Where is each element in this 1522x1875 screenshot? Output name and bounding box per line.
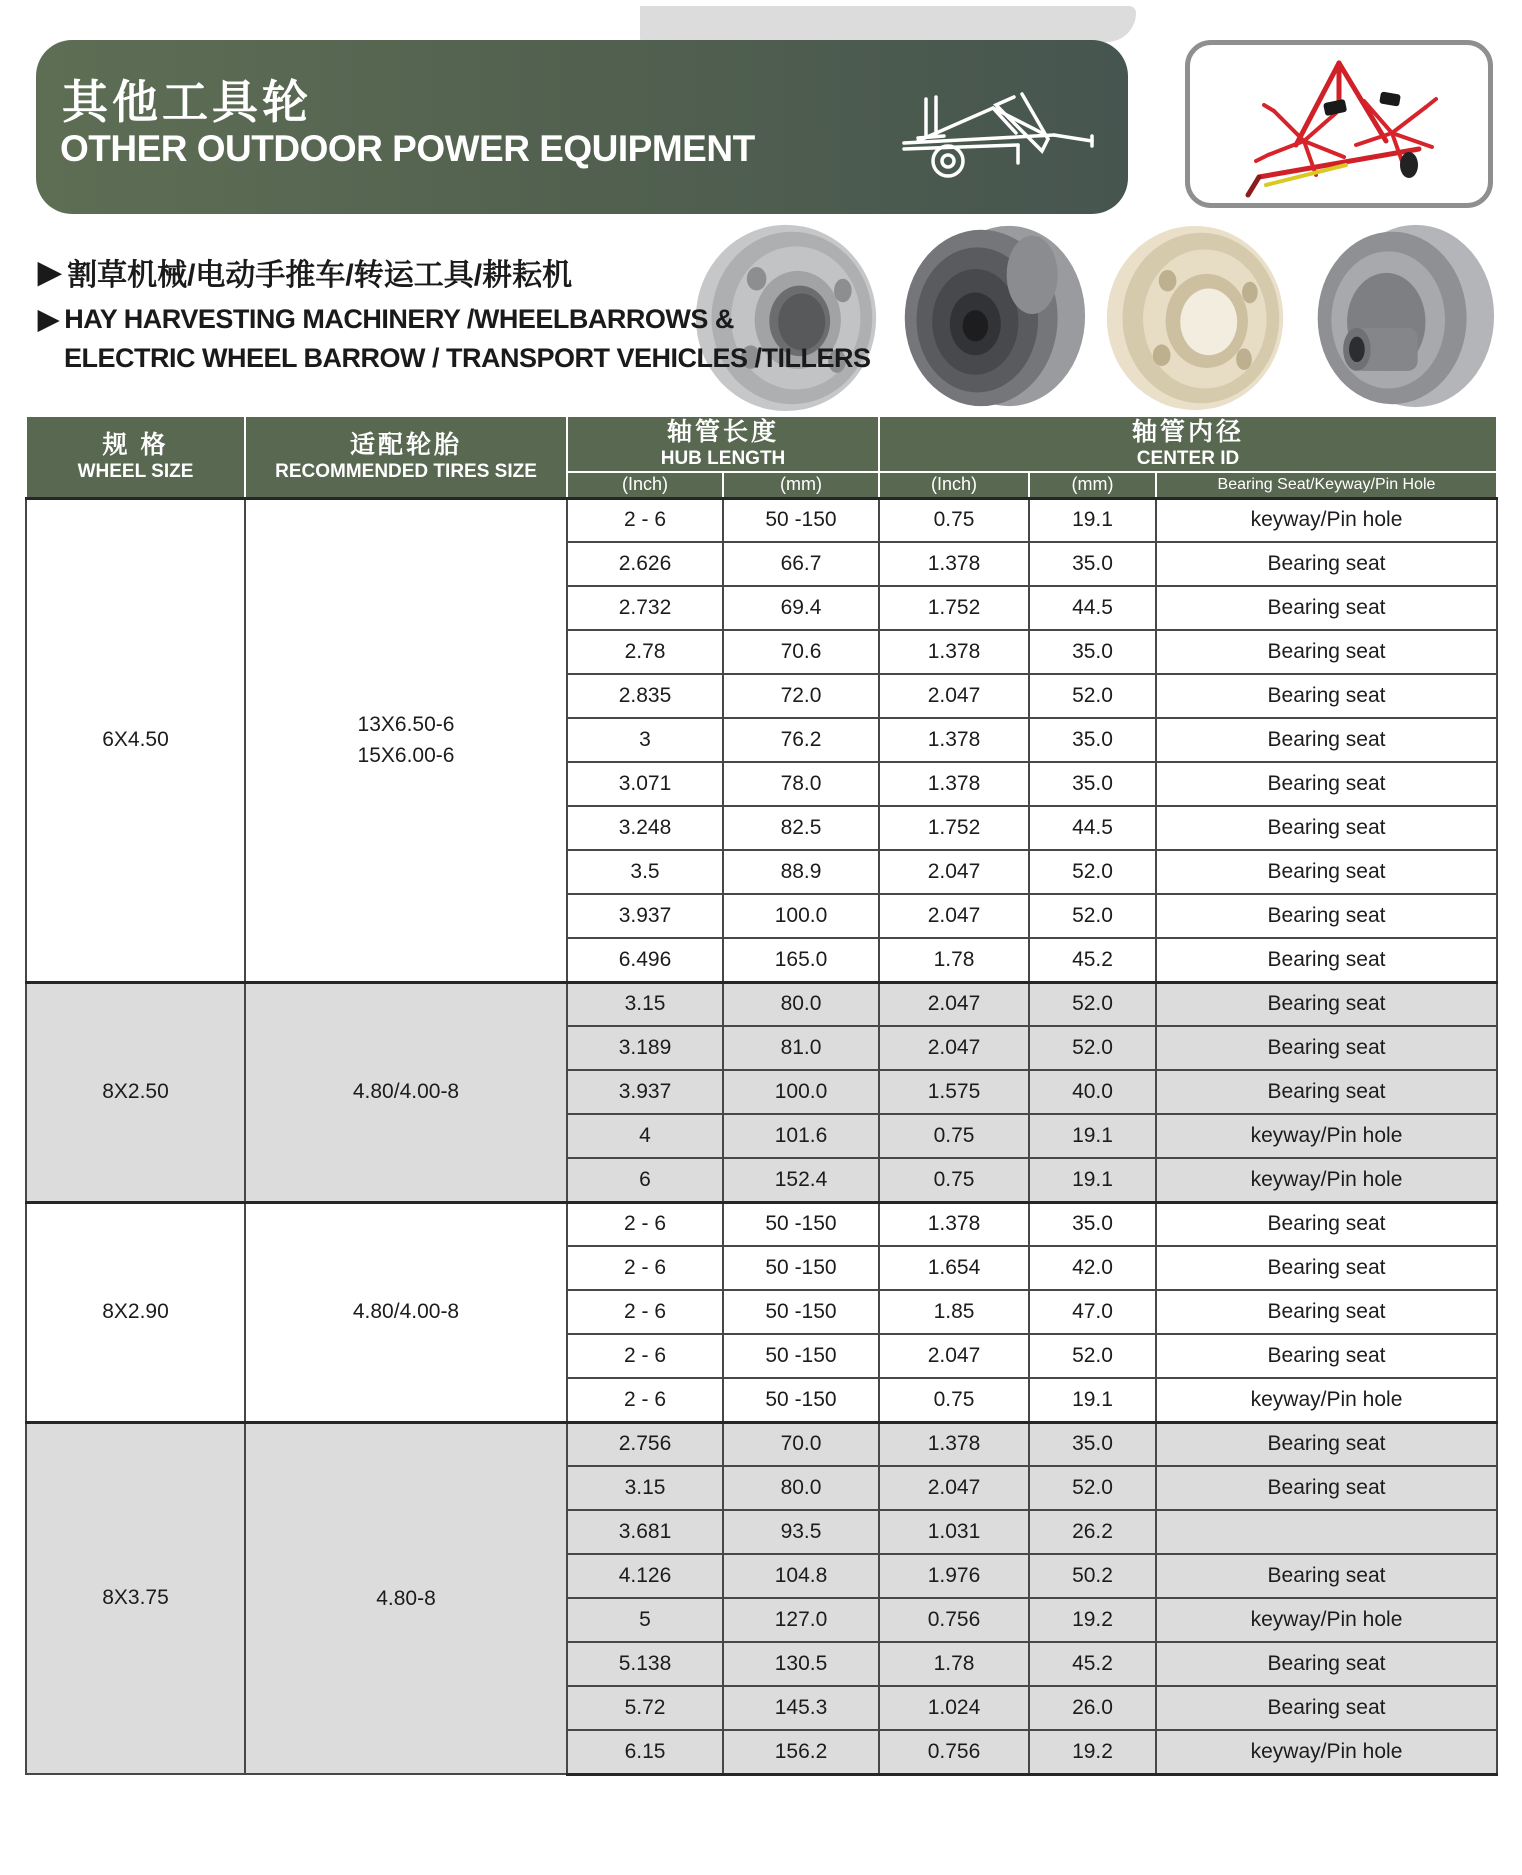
col-header-wheel-size: [26, 416, 245, 498]
center-id-mm-cell: 35.0: [1029, 1422, 1156, 1466]
hub-length-inch-cell: 3.937: [567, 894, 723, 938]
sub-header-cid-mm: (mm): [1029, 472, 1156, 498]
center-id-type-cell: keyway/Pin hole: [1156, 1378, 1497, 1422]
center-id-inch-cell: 1.378: [879, 762, 1029, 806]
hub-length-inch-cell: 2.732: [567, 586, 723, 630]
center-id-inch-cell: 1.752: [879, 586, 1029, 630]
hub-length-inch-cell: 3.15: [567, 1466, 723, 1510]
center-id-mm-cell: 19.1: [1029, 498, 1156, 542]
wheel-size-cell: 6X4.50: [26, 498, 245, 982]
wheel-size-cell: 8X2.90: [26, 1202, 245, 1422]
hub-length-mm-cell: 80.0: [723, 982, 879, 1026]
hub-length-mm-cell: 50 -150: [723, 498, 879, 542]
center-id-inch-cell: 1.378: [879, 718, 1029, 762]
center-id-type-cell: keyway/Pin hole: [1156, 1114, 1497, 1158]
hub-length-inch-cell: 2.78: [567, 630, 723, 674]
hub-length-mm-cell: 70.6: [723, 630, 879, 674]
spec-table: [25, 415, 1498, 1776]
hub-length-mm-cell: 130.5: [723, 1642, 879, 1686]
wheel-hub-image-2: [893, 218, 1089, 414]
center-id-mm-cell: 42.0: [1029, 1246, 1156, 1290]
hub-length-inch-cell: 6.15: [567, 1730, 723, 1774]
col-header-hub-length-zh: 轴管长度: [666, 418, 779, 447]
hub-length-mm-cell: 127.0: [723, 1598, 879, 1642]
center-id-inch-cell: 0.75: [879, 1158, 1029, 1202]
center-id-inch-cell: 1.378: [879, 542, 1029, 586]
center-id-inch-cell: 2.047: [879, 674, 1029, 718]
center-id-type-cell: keyway/Pin hole: [1156, 1158, 1497, 1202]
hub-length-inch-cell: 5: [567, 1598, 723, 1642]
hub-length-inch-cell: 3.5: [567, 850, 723, 894]
center-id-inch-cell: 2.047: [879, 894, 1029, 938]
hub-length-mm-cell: 69.4: [723, 586, 879, 630]
hub-length-mm-cell: 50 -150: [723, 1290, 879, 1334]
center-id-type-cell: Bearing seat: [1156, 1334, 1497, 1378]
intro-text-zh: 割草机械/电动手推车/转运工具/耕耘机: [67, 259, 573, 292]
spec-table-header: [26, 416, 1497, 498]
hub-length-inch-cell: 3.15: [567, 982, 723, 1026]
center-id-mm-cell: 19.1: [1029, 1114, 1156, 1158]
hub-length-mm-cell: 82.5: [723, 806, 879, 850]
hay-tedder-illustration: [1204, 49, 1474, 199]
header-row-main: [26, 416, 1497, 472]
hub-length-inch-cell: 2 - 6: [567, 1378, 723, 1422]
sub-header-hub-mm: (mm): [723, 472, 879, 498]
center-id-inch-cell: 1.78: [879, 1642, 1029, 1686]
center-id-inch-cell: 2.047: [879, 982, 1029, 1026]
center-id-mm-cell: 35.0: [1029, 718, 1156, 762]
hub-length-inch-cell: 6: [567, 1158, 723, 1202]
hub-length-inch-cell: 2.626: [567, 542, 723, 586]
center-id-type-cell: Bearing seat: [1156, 806, 1497, 850]
hub-length-mm-cell: 100.0: [723, 894, 879, 938]
hub-length-inch-cell: 2.835: [567, 674, 723, 718]
center-id-type-cell: Bearing seat: [1156, 762, 1497, 806]
intro-block: [38, 250, 871, 374]
center-id-type-cell: keyway/Pin hole: [1156, 498, 1497, 542]
table-row: [26, 1202, 1497, 1246]
hub-length-mm-cell: 50 -150: [723, 1202, 879, 1246]
hub-length-inch-cell: 2 - 6: [567, 498, 723, 542]
center-id-type-cell: Bearing seat: [1156, 1466, 1497, 1510]
center-id-inch-cell: 0.756: [879, 1730, 1029, 1774]
center-id-type-cell: Bearing seat: [1156, 1026, 1497, 1070]
center-id-mm-cell: 45.2: [1029, 1642, 1156, 1686]
center-id-mm-cell: 19.1: [1029, 1378, 1156, 1422]
center-id-inch-cell: 0.75: [879, 498, 1029, 542]
hub-length-mm-cell: 101.6: [723, 1114, 879, 1158]
center-id-mm-cell: 52.0: [1029, 1334, 1156, 1378]
tires-size-cell: 4.80-8: [245, 1422, 567, 1774]
center-id-type-cell: keyway/Pin hole: [1156, 1598, 1497, 1642]
center-id-inch-cell: 1.752: [879, 806, 1029, 850]
hub-length-mm-cell: 81.0: [723, 1026, 879, 1070]
center-id-mm-cell: 52.0: [1029, 850, 1156, 894]
center-id-mm-cell: 52.0: [1029, 894, 1156, 938]
center-id-type-cell: Bearing seat: [1156, 1202, 1497, 1246]
col-header-center-id-en: CENTER ID: [1136, 447, 1240, 469]
hub-length-inch-cell: 2 - 6: [567, 1202, 723, 1246]
center-id-type-cell: Bearing seat: [1156, 1686, 1497, 1730]
center-id-mm-cell: 50.2: [1029, 1554, 1156, 1598]
hub-length-inch-cell: 3.189: [567, 1026, 723, 1070]
wheel-hub-image-3: [1097, 218, 1293, 414]
hub-length-inch-cell: 2.756: [567, 1422, 723, 1466]
hub-length-mm-cell: 165.0: [723, 938, 879, 982]
table-row: [26, 982, 1497, 1026]
center-id-mm-cell: 35.0: [1029, 1202, 1156, 1246]
tires-size-cell: 4.80/4.00-8: [245, 982, 567, 1202]
center-id-inch-cell: 2.047: [879, 850, 1029, 894]
hub-length-mm-cell: 50 -150: [723, 1378, 879, 1422]
table-row: [26, 1422, 1497, 1466]
center-id-mm-cell: 19.2: [1029, 1598, 1156, 1642]
col-header-tires-size-en: RECOMMENDED TIRES SIZE: [275, 460, 537, 482]
hub-length-mm-cell: 72.0: [723, 674, 879, 718]
center-id-type-cell: Bearing seat: [1156, 938, 1497, 982]
hub-length-mm-cell: 70.0: [723, 1422, 879, 1466]
center-id-type-cell: Bearing seat: [1156, 630, 1497, 674]
center-id-mm-cell: 35.0: [1029, 762, 1156, 806]
hub-length-mm-cell: 66.7: [723, 542, 879, 586]
hub-length-mm-cell: 88.9: [723, 850, 879, 894]
center-id-inch-cell: 0.756: [879, 1598, 1029, 1642]
center-id-mm-cell: 40.0: [1029, 1070, 1156, 1114]
center-id-mm-cell: 35.0: [1029, 542, 1156, 586]
hub-length-inch-cell: 6.496: [567, 938, 723, 982]
center-id-mm-cell: 52.0: [1029, 982, 1156, 1026]
tires-size-cell: 4.80/4.00-8: [245, 1202, 567, 1422]
center-id-inch-cell: 1.378: [879, 1202, 1029, 1246]
intro-line-zh: [38, 250, 871, 294]
hub-length-mm-cell: 78.0: [723, 762, 879, 806]
col-header-wheel-size-zh: 规 格: [102, 430, 169, 459]
center-id-mm-cell: 44.5: [1029, 806, 1156, 850]
trailer-line-icon: [896, 78, 1106, 194]
wheel-size-cell: 8X2.50: [26, 982, 245, 1202]
center-id-mm-cell: 44.5: [1029, 586, 1156, 630]
center-id-mm-cell: 52.0: [1029, 1026, 1156, 1070]
center-id-mm-cell: 19.2: [1029, 1730, 1156, 1774]
col-header-center-id-zh: 轴管内径: [1132, 418, 1245, 447]
wheel-hub-image-4: [1302, 218, 1498, 414]
intro-text-en1: HAY HARVESTING MACHINERY /WHEELBARROWS &: [64, 304, 734, 334]
hub-length-mm-cell: 145.3: [723, 1686, 879, 1730]
intro-line-en2: [64, 343, 871, 374]
intro-text-en2: ELECTRIC WHEEL BARROW / TRANSPORT VEHICLES /TILLERS: [64, 343, 871, 373]
center-id-mm-cell: 52.0: [1029, 674, 1156, 718]
center-id-inch-cell: 1.024: [879, 1686, 1029, 1730]
triangle-bullet-icon: ▶: [38, 255, 62, 289]
center-id-inch-cell: 1.976: [879, 1554, 1029, 1598]
center-id-inch-cell: 2.047: [879, 1334, 1029, 1378]
center-id-inch-cell: 1.78: [879, 938, 1029, 982]
tires-size-cell: 13X6.50-6 15X6.00-6: [245, 498, 567, 982]
center-id-mm-cell: 26.0: [1029, 1686, 1156, 1730]
center-id-type-cell: Bearing seat: [1156, 674, 1497, 718]
center-id-inch-cell: 2.047: [879, 1026, 1029, 1070]
col-header-wheel-size-en: WHEEL SIZE: [77, 460, 194, 482]
center-id-type-cell: Bearing seat: [1156, 1422, 1497, 1466]
hub-length-inch-cell: 4.126: [567, 1554, 723, 1598]
hub-length-mm-cell: 104.8: [723, 1554, 879, 1598]
center-id-type-cell: keyway/Pin hole: [1156, 1730, 1497, 1774]
center-id-type-cell: Bearing seat: [1156, 1246, 1497, 1290]
center-id-type-cell: Bearing seat: [1156, 850, 1497, 894]
center-id-type-cell: Bearing seat: [1156, 1290, 1497, 1334]
center-id-type-cell: Bearing seat: [1156, 894, 1497, 938]
hub-length-inch-cell: 3.071: [567, 762, 723, 806]
wheel-size-cell: 8X3.75: [26, 1422, 245, 1774]
hub-length-inch-cell: 3.937: [567, 1070, 723, 1114]
center-id-type-cell: Bearing seat: [1156, 1642, 1497, 1686]
page-title-en: OTHER OUTDOOR POWER EQUIPMENT: [60, 128, 755, 169]
hub-length-mm-cell: 100.0: [723, 1070, 879, 1114]
center-id-inch-cell: 0.75: [879, 1114, 1029, 1158]
hub-length-inch-cell: 3.681: [567, 1510, 723, 1554]
sub-header-cid-inch: (Inch): [879, 472, 1029, 498]
col-header-hub-length: [567, 416, 879, 472]
triangle-bullet-icon: ▶: [38, 304, 59, 334]
hub-length-mm-cell: 76.2: [723, 718, 879, 762]
sub-header-bearing: Bearing Seat/Keyway/Pin Hole: [1156, 472, 1497, 498]
center-id-inch-cell: 1.85: [879, 1290, 1029, 1334]
center-id-type-cell: Bearing seat: [1156, 586, 1497, 630]
center-id-type-cell: Bearing seat: [1156, 718, 1497, 762]
center-id-inch-cell: 1.654: [879, 1246, 1029, 1290]
hub-length-inch-cell: 2 - 6: [567, 1246, 723, 1290]
center-id-inch-cell: 1.575: [879, 1070, 1029, 1114]
center-id-type-cell: Bearing seat: [1156, 1554, 1497, 1598]
hub-length-inch-cell: 3.248: [567, 806, 723, 850]
hub-length-inch-cell: 2 - 6: [567, 1290, 723, 1334]
hub-length-mm-cell: 156.2: [723, 1730, 879, 1774]
center-id-inch-cell: 0.75: [879, 1378, 1029, 1422]
intro-line-en1: [38, 304, 871, 335]
hay-tedder-photo: [1185, 40, 1493, 208]
hub-length-inch-cell: 2 - 6: [567, 1334, 723, 1378]
hub-length-mm-cell: 80.0: [723, 1466, 879, 1510]
center-id-mm-cell: 26.2: [1029, 1510, 1156, 1554]
center-id-type-cell: Bearing seat: [1156, 982, 1497, 1026]
center-id-inch-cell: 1.031: [879, 1510, 1029, 1554]
center-id-type-cell: Bearing seat: [1156, 1070, 1497, 1114]
sub-header-hub-inch: (Inch): [567, 472, 723, 498]
page-title-zh: 其他工具轮: [62, 76, 312, 128]
hub-length-mm-cell: 93.5: [723, 1510, 879, 1554]
center-id-mm-cell: 52.0: [1029, 1466, 1156, 1510]
header-banner: [36, 40, 1128, 214]
hub-length-mm-cell: 50 -150: [723, 1246, 879, 1290]
col-header-hub-length-en: HUB LENGTH: [660, 447, 786, 469]
hub-length-mm-cell: 152.4: [723, 1158, 879, 1202]
center-id-type-cell: [1156, 1510, 1497, 1554]
center-id-inch-cell: 1.378: [879, 1422, 1029, 1466]
hub-length-inch-cell: 5.138: [567, 1642, 723, 1686]
hub-length-inch-cell: 3: [567, 718, 723, 762]
col-header-center-id: [879, 416, 1497, 472]
col-header-tires-size-zh: 适配轮胎: [349, 430, 462, 459]
center-id-mm-cell: 19.1: [1029, 1158, 1156, 1202]
center-id-mm-cell: 47.0: [1029, 1290, 1156, 1334]
center-id-mm-cell: 35.0: [1029, 630, 1156, 674]
col-header-tires-size: [245, 416, 567, 498]
table-row: [26, 498, 1497, 542]
hub-length-inch-cell: 4: [567, 1114, 723, 1158]
center-id-type-cell: Bearing seat: [1156, 542, 1497, 586]
hub-length-mm-cell: 50 -150: [723, 1334, 879, 1378]
spec-table-body: [26, 498, 1497, 1774]
center-id-mm-cell: 45.2: [1029, 938, 1156, 982]
hub-length-inch-cell: 5.72: [567, 1686, 723, 1730]
decorative-swoosh: [640, 6, 1136, 42]
center-id-inch-cell: 1.378: [879, 630, 1029, 674]
center-id-inch-cell: 2.047: [879, 1466, 1029, 1510]
